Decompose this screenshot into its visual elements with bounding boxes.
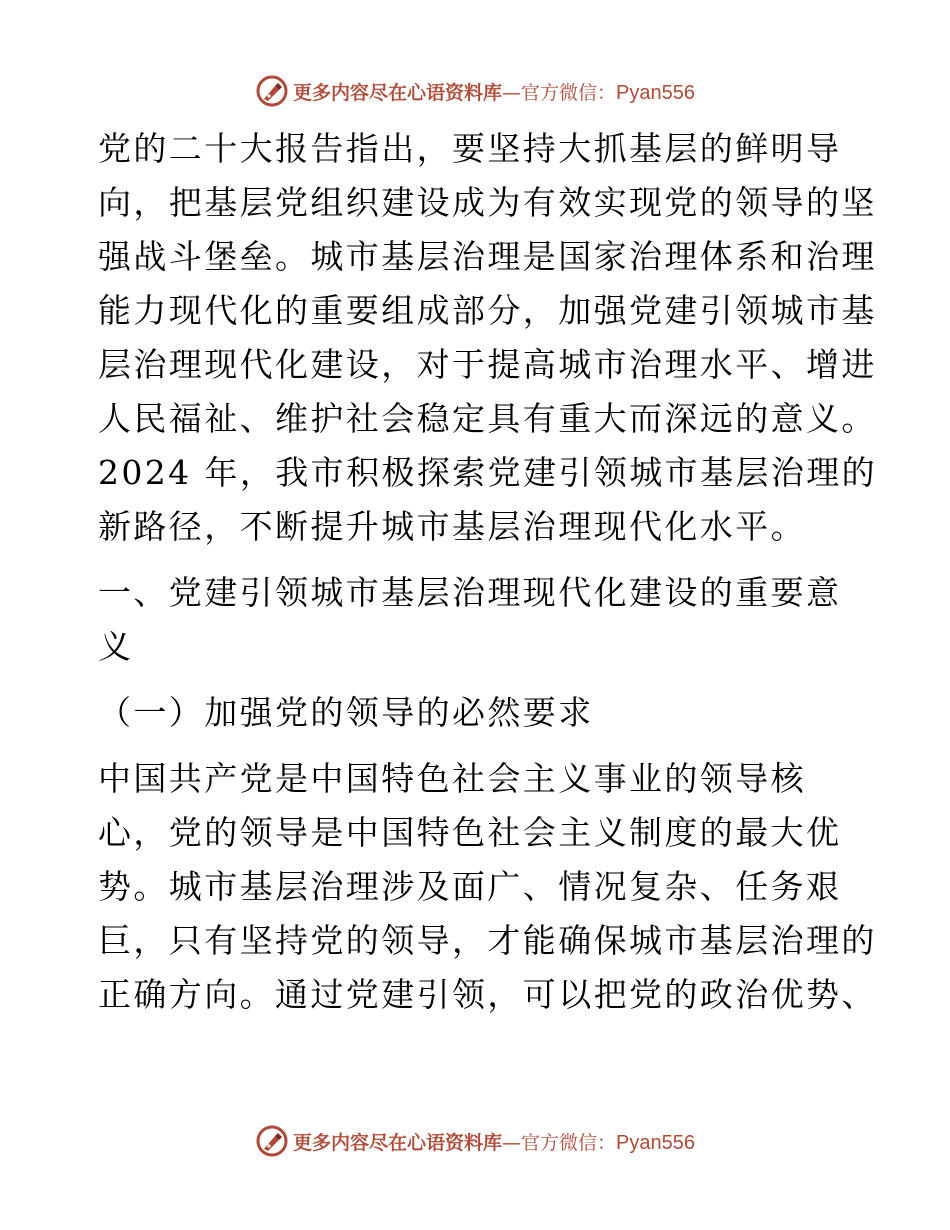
watermark-text xyxy=(293,1128,695,1155)
paragraph-intro xyxy=(98,122,878,554)
text-line: 向，把基层党组织建设成为有效实现党的领导的坚 xyxy=(98,183,877,222)
text-line: 2024 年，我市积极探索党建引领城市基层治理的 xyxy=(98,453,878,492)
text-line: 中国共产党是中国特色社会主义事业的领导核 xyxy=(98,759,806,798)
watermark-contact-label: 官方微信： xyxy=(521,81,617,104)
section-heading xyxy=(98,566,858,674)
heading-line: 一、党建引领城市基层治理现代化建设的重要意 xyxy=(98,573,842,612)
document-body xyxy=(98,122,878,1022)
watermark-brand: 更多内容尽在心语资料库 xyxy=(293,1131,503,1154)
text-line: 新路径，不断提升城市基层治理现代化水平。 xyxy=(98,507,806,546)
text-line: 心，党的领导是中国特色社会主义制度的最大优 xyxy=(98,813,842,852)
text-line: 人民福祉、维护社会稳定具有重大而深远的意义。 xyxy=(98,399,877,438)
watermark-text xyxy=(293,78,695,105)
watermark-wechat-id: Pyan556 xyxy=(616,81,695,104)
header-watermark xyxy=(0,71,950,111)
text-line: 能力现代化的重要组成部分，加强党建引领城市基 xyxy=(98,291,877,330)
footer-watermark xyxy=(0,1121,950,1161)
heading-line: 义 xyxy=(98,627,134,666)
watermark-contact-label: 官方微信： xyxy=(521,1131,617,1154)
pen-nib-logo-icon xyxy=(255,1124,289,1158)
text-line: 强战斗堡垒。城市基层治理是国家治理体系和治理 xyxy=(98,237,877,276)
watermark-separator: — xyxy=(502,81,522,104)
watermark-separator: — xyxy=(502,1131,522,1154)
text-line: 正确方向。通过党建引领，可以把党的政治优势、 xyxy=(98,975,877,1014)
watermark-brand: 更多内容尽在心语资料库 xyxy=(293,81,503,104)
subsection-heading xyxy=(98,686,858,740)
text-line: 势。城市基层治理涉及面广、情况复杂、任务艰 xyxy=(98,867,842,906)
pen-nib-logo-icon xyxy=(255,74,289,108)
heading-line: （一）加强党的领导的必然要求 xyxy=(98,693,594,732)
watermark-wechat-id: Pyan556 xyxy=(616,1131,695,1154)
paragraph-body xyxy=(98,752,877,1022)
text-line: 巨，只有坚持党的领导，才能确保城市基层治理的 xyxy=(98,921,877,960)
text-line: 层治理现代化建设，对于提高城市治理水平、增进 xyxy=(98,345,877,384)
text-line: 党的二十大报告指出，要坚持大抓基层的鲜明导 xyxy=(98,129,842,168)
